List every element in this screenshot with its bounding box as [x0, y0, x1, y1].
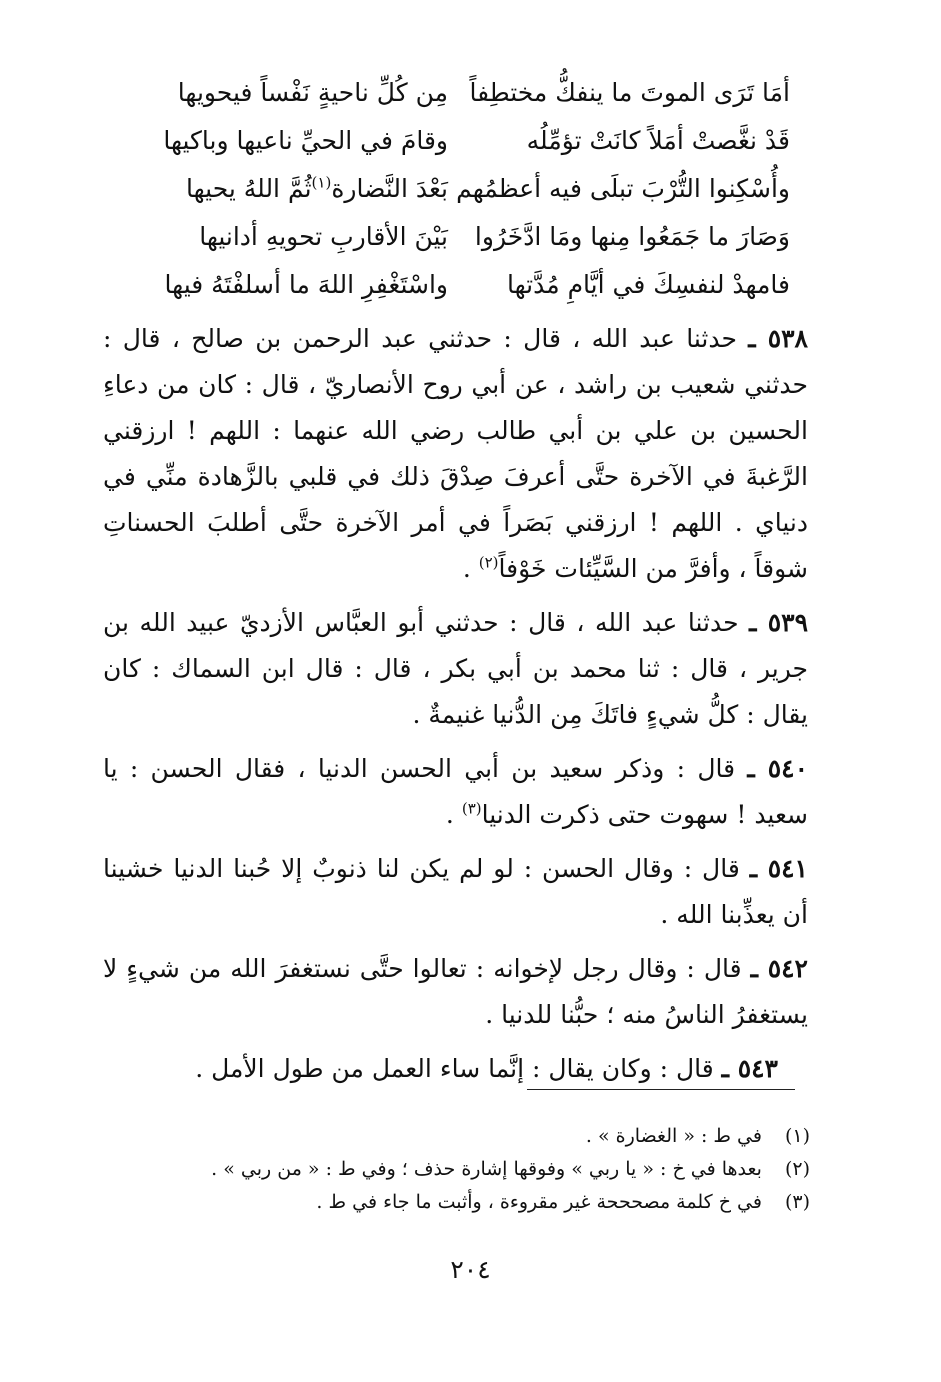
narration-text: حدثنا عبد الله ، قال : حدثني عبد الرحمن بن صالح ، قال : حدثني شعيب بن راشد ، عن أبي روح الأنصاريّ ، قال : كان من دعاءِ الحسين بن علي بن أبي طالب رضي الله عنهما : اللهم ! ارزقني الرَّغبةَ في الآخرة حتَّى أعرفَ صِدْقَ ذلك في قلبي بالزَّهادة منِّي في دنياي . اللهم ! ارزقني بَصَراً في أمر الآخرة حتَّى أطلبَ الحسناتِ شوقاً ، وأفرَّ من السَّيِّئات خَوْفاً [103, 324, 808, 583]
narration-number: ٥٤١ ـ [749, 854, 808, 883]
narration-text-end: . [462, 554, 479, 583]
poem-verse [130, 214, 790, 262]
verse-first-hemistich: قَدْ نغَّصتْ أمَلاً كانَتْ تؤمِّلُه [526, 126, 790, 155]
narration-number: ٥٣٨ ـ [748, 324, 808, 353]
poem-verse [130, 118, 790, 166]
footnote-separator [527, 1089, 795, 1090]
footnote-number: (٣) [784, 1191, 810, 1213]
narration-text: قال : وكان يقال : إنَّما ساء العمل من طول الأمل . [195, 1054, 714, 1083]
verse-second-hemistich [130, 166, 448, 212]
footnotes [150, 1120, 810, 1219]
footnote-marker: (٣) [461, 799, 482, 818]
verse-text: ثُمَّ اللهُ يحيها [186, 174, 312, 203]
footnote [150, 1153, 810, 1186]
narration-paragraph [103, 746, 808, 838]
narration-paragraph [103, 846, 808, 938]
narration-text-end: . [445, 800, 462, 829]
poem-verse [130, 70, 790, 118]
footnote-marker: (١) [311, 173, 332, 192]
footnote-text: في ط : « الغضارة » . [585, 1125, 762, 1147]
narration-list [103, 316, 808, 1100]
footnote-number: (١) [784, 1125, 810, 1147]
footnote-text: في خ كلمة مصحححة غير مقروءة ، وأثبت ما جاء في ط . [316, 1191, 762, 1213]
verse-first-hemistich: وَصَارَ ما جَمَعُوا مِنها ومَا ادَّخَرُوا [474, 222, 790, 251]
footnote-number: (٢) [784, 1158, 810, 1180]
narration-paragraph [103, 946, 808, 1038]
verse-first-hemistich: فامهدْ لنفسِكَ في أيَّامِ مُدَّتها [507, 270, 790, 299]
narration-text: قال : وقال رجل لإخوانه : تعالوا حتَّى نستغفرَ الله من شيءٍ لا يستغفرُ الناسُ منه ؛ حبُّنا للدنيا . [103, 954, 808, 1029]
footnote-marker: (٢) [478, 553, 499, 572]
narration-paragraph [103, 316, 808, 592]
narration-text: قال : وقال الحسن : لو لم يكن لنا ذنوبٌ إلا حُبنا الدنيا خشينا أن يعذِّبنا الله . [103, 854, 808, 929]
narration-paragraph [103, 1046, 808, 1092]
narration-paragraph [103, 600, 808, 738]
verse-second-hemistich: بَيْنَ الأقاربِ تحويهِ أدانيها [199, 222, 448, 251]
verse-text: بَعْدَ النَّضارة [331, 174, 448, 203]
verse-first-hemistich: وأُسْكِنوا التُّرْبَ تبلَى فيه أعظمُهم [456, 174, 790, 203]
verse-second-hemistich: واسْتَغْفِرِ اللهَ ما أسلفْتَهُ فيها [164, 270, 448, 299]
verse-second-hemistich: مِن كُلِّ ناحيةٍ نَفْساً فيحويها [177, 78, 448, 107]
narration-number: ٥٣٩ ـ [749, 608, 809, 637]
poem [130, 70, 790, 310]
narration-number: ٥٤٠ ـ [747, 754, 809, 783]
verse-first-hemistich: أمَا تَرَى الموتَ ما ينفكُّ مختطِفاً [469, 78, 790, 107]
verse-second-hemistich: وقامَ في الحيِّ ناعيها وباكيها [163, 126, 448, 155]
narration-text: قال : وذكر سعيد بن أبي الحسن الدنيا ، فقال الحسن : يا سعيد ! سهوت حتى ذكرت الدنيا [103, 754, 808, 829]
narration-number: ٥٤٢ ـ [750, 954, 808, 983]
poem-verse [130, 262, 790, 310]
footnote [150, 1186, 810, 1219]
narration-text: حدثنا عبد الله ، قال : حدثني أبو العبَّاس الأزديّ عبيد الله بن جرير ، قال : ثنا محمد بن أبي بكر ، قال : قال ابن السماك : كان يقال : كلُّ شيءٍ فاتَكَ مِن الدُّنيا غنيمةٌ . [103, 608, 808, 729]
narration-number: ٥٤٣ ـ [721, 1054, 778, 1083]
footnote [150, 1120, 810, 1153]
page-number: ٢٠٤ [450, 1255, 491, 1284]
footnote-text: بعدها في خ : « يا ربي » وفوقها إشارة حذف ؛ وفي ط : « من ربي » . [211, 1158, 762, 1180]
poem-verse [130, 166, 790, 214]
